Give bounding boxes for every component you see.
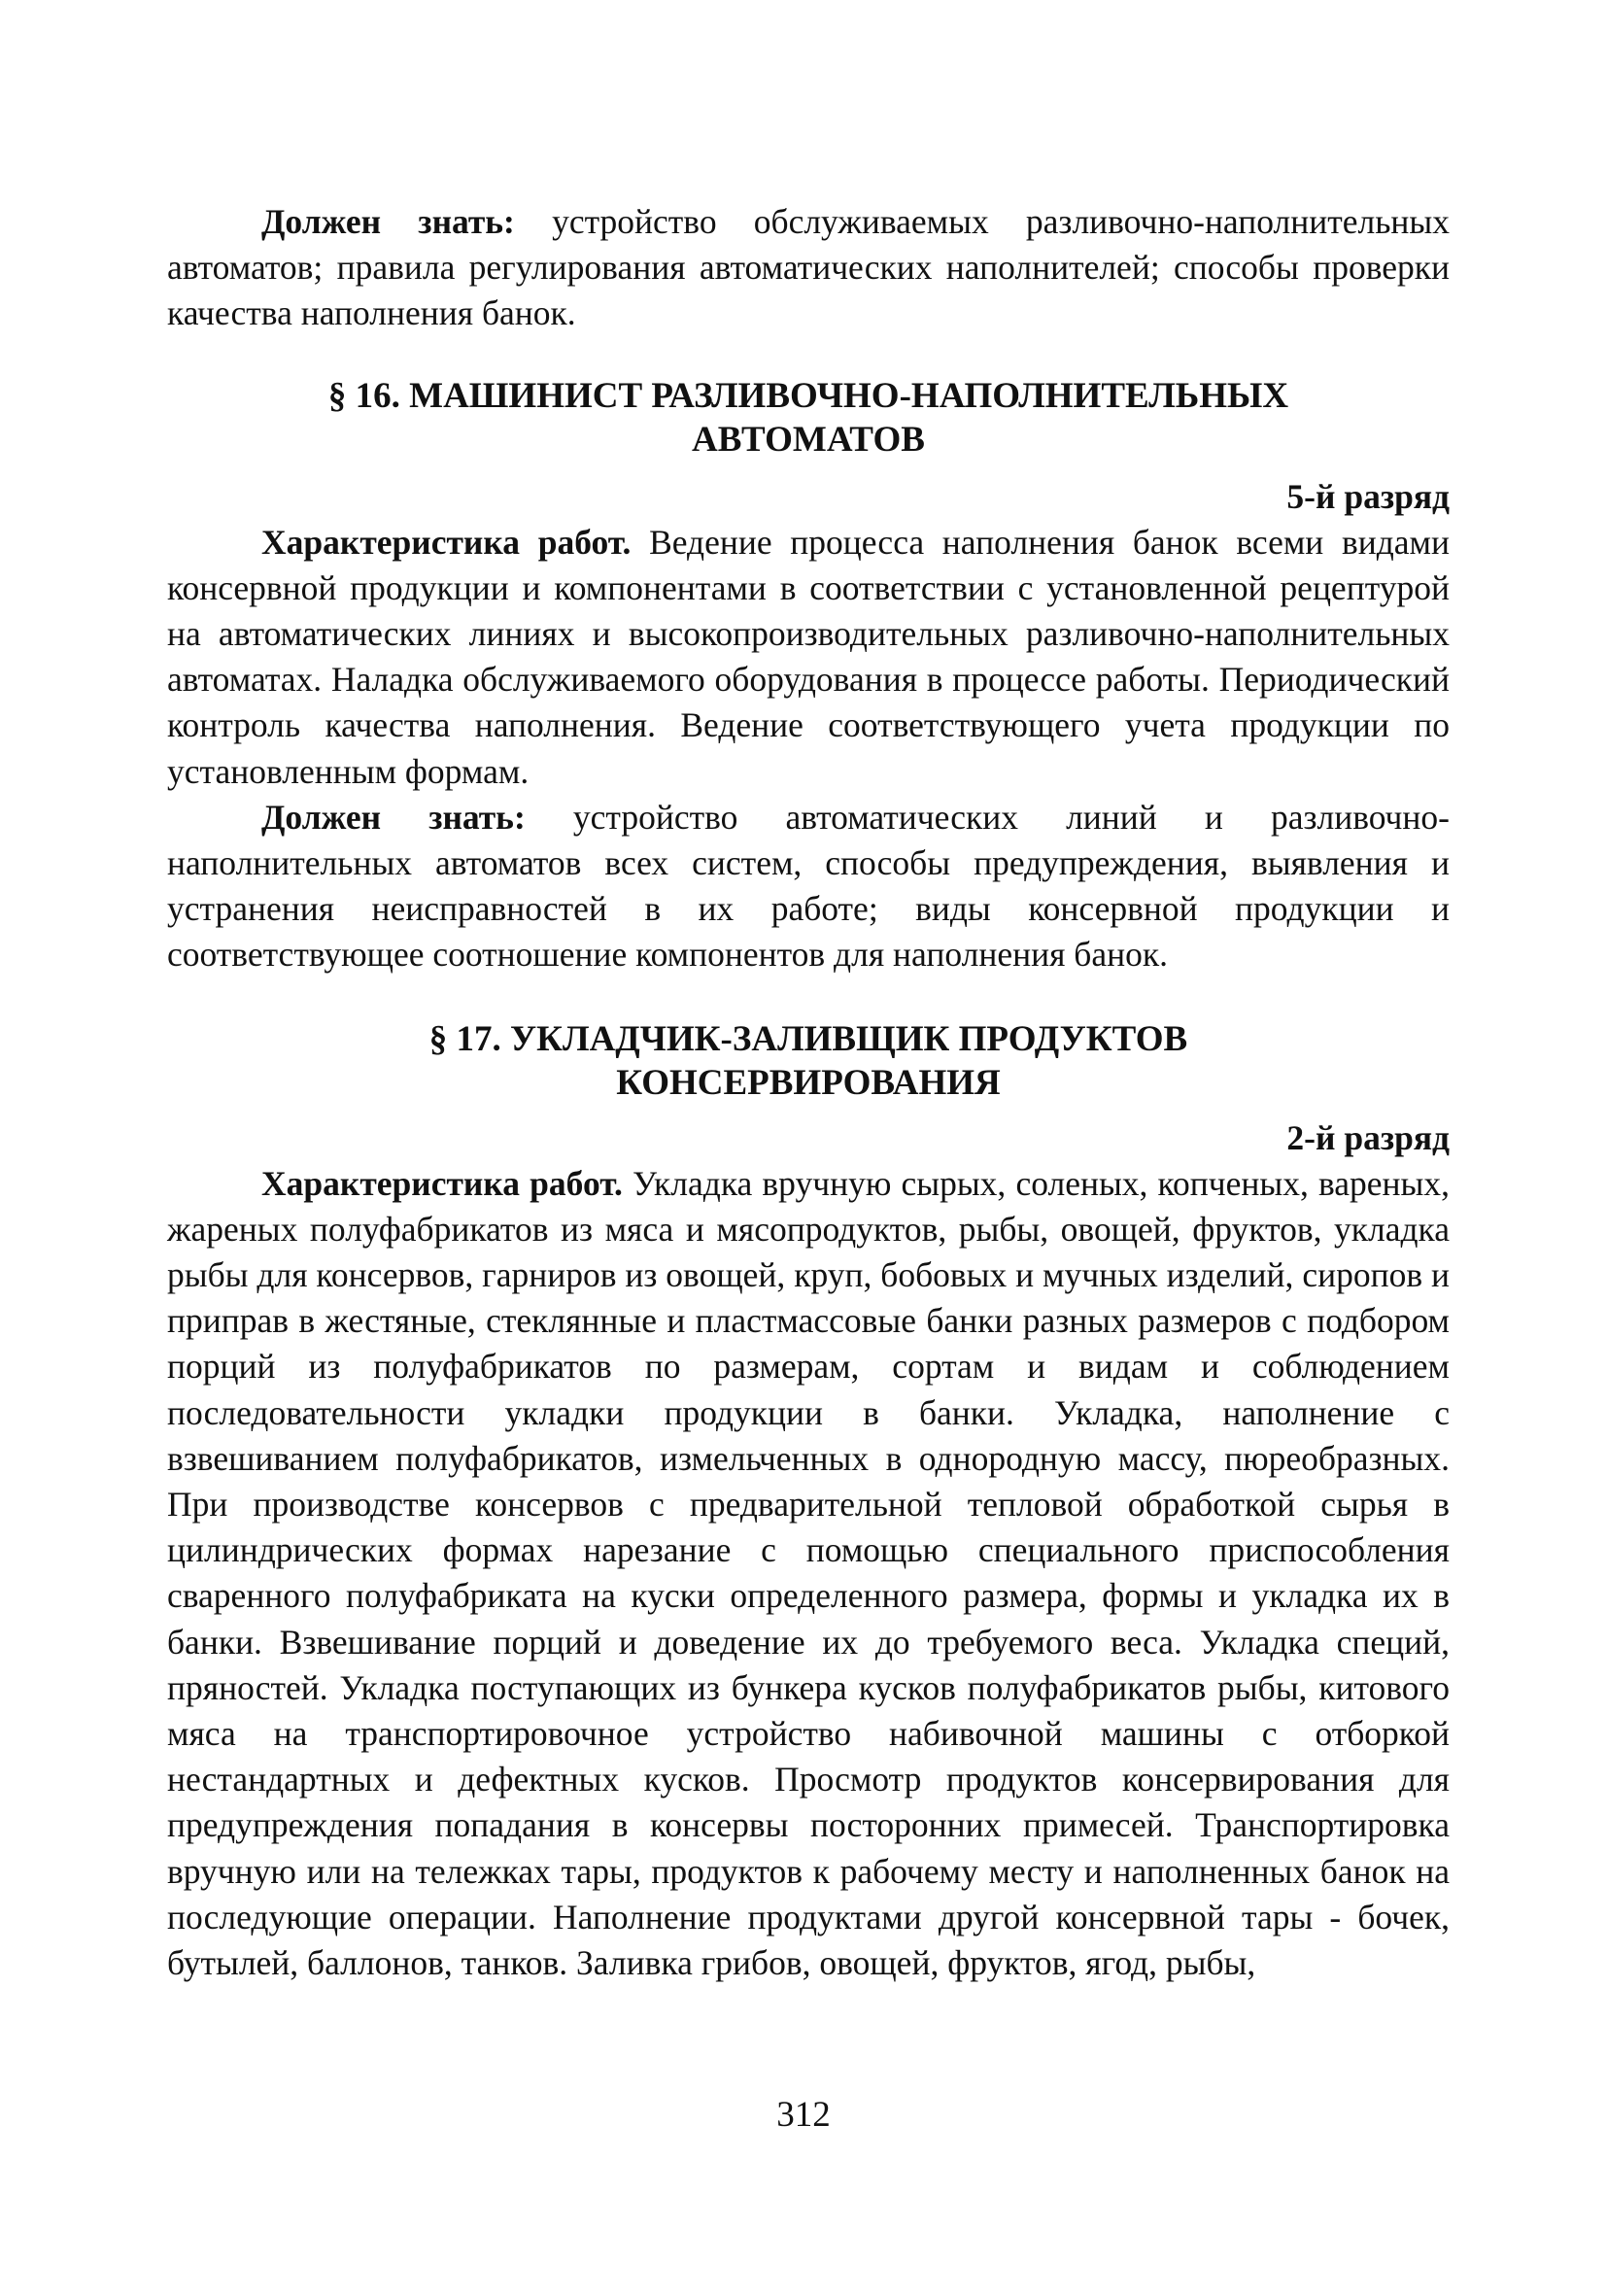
section-16-knowledge-label: Должен знать:	[261, 797, 526, 837]
section-17-heading	[167, 1017, 1450, 1105]
section-16-characteristics-text: Ведение процесса наполнения банок всеми видами консервной продукции и компонентами в соответствии с установленной рецептурой на автоматических линиях и высокопроизводительных разливочно-наполнительных автоматах. Наладка обслуживаемого оборудования в процессе работы. Периодический контроль качества наполнения. Ведение соответствующего учета продукции по установленным формам.	[167, 522, 1450, 791]
section-17-characteristics	[167, 1161, 1450, 1987]
section-16-title-line2: АВТОМАТОВ	[692, 419, 925, 460]
section-17-title-line2: КОНСЕРВИРОВАНИЯ	[616, 1062, 1001, 1103]
section-17-characteristics-text: Укладка вручную сырых, соленых, копченых, вареных, жареных полуфабрикатов из мяса и мясопродуктов, рыбы, овощей, фруктов, укладка рыбы для консервов, гарниров из овощей, круп, бобовых и мучных изделий, сиропов и приправ в жестяные, стеклянные и пластмассовые банки разных размеров с подбором порций из полуфабрикатов по размерам, сортам и видам и соблюдением последовательности укладки продукции в банки. Укладка, наполнение с взвешиванием полуфабрикатов, измельченных в однородную массу, пюреобразных. При производстве консервов с предварительной тепловой обработкой сырья в цилиндрических формах нарезание с помощью специального приспособления сваренного полуфабриката на куски определенного размера, формы и укладка их в банки. Взвешивание порций и доведение их до требуемого веса. Укладка специй, пряностей. Укладка поступающих из бункера кусков полуфабрикатов рыбы, китового мяса на транспортировочное устройство набивочной машины с отборкой нестандартных и дефектных кусков. Просмотр продуктов консервирования для предупреждения попадания в консервы посторонних примесей. Транспортировка вручную или на тележках тары, продуктов к рабочему месту и наполненных банок на последующие операции. Наполнение продуктами другой консервной тары - бочек, бутылей, баллонов, танков. Заливка грибов, овощей, фруктов, ягод, рыбы,	[167, 1163, 1451, 1983]
section-16-grade: 5-й разряд	[1286, 476, 1450, 516]
page-number: 312	[776, 2095, 831, 2135]
section-17-characteristics-label: Характеристика работ.	[261, 1163, 623, 1203]
section-17-grade: 2-й разряд	[1286, 1117, 1450, 1157]
section-16-knowledge	[167, 795, 1450, 978]
section-17-title-line1: § 17. УКЛАДЧИК-ЗАЛИВЩИК ПРОДУКТОВ	[428, 1018, 1188, 1059]
intro-knowledge-label: Должен знать:	[261, 202, 515, 241]
section-16-title-line1: § 16. МАШИНИСТ РАЗЛИВОЧНО-НАПОЛНИТЕЛЬНЫХ	[327, 375, 1289, 416]
section-16-characteristics	[167, 520, 1450, 795]
section-16-characteristics-label: Характеристика работ.	[261, 522, 632, 562]
section-16-knowledge-text: устройство автоматических линий и разливочно-наполнительных автоматов всех систем, способы предупреждения, выявления и устранения неисправностей в их работе; виды консервной продукции и соответствующее соотношение компонентов для наполнения банок.	[167, 797, 1450, 975]
intro-knowledge-text: устройство обслуживаемых разливочно-наполнительных автоматов; правила регулирования автоматических наполнителей; способы проверки качества наполнения банок.	[167, 202, 1450, 333]
section-16-heading	[167, 374, 1450, 462]
page-content	[167, 199, 1450, 1986]
intro-knowledge-paragraph	[167, 199, 1450, 337]
